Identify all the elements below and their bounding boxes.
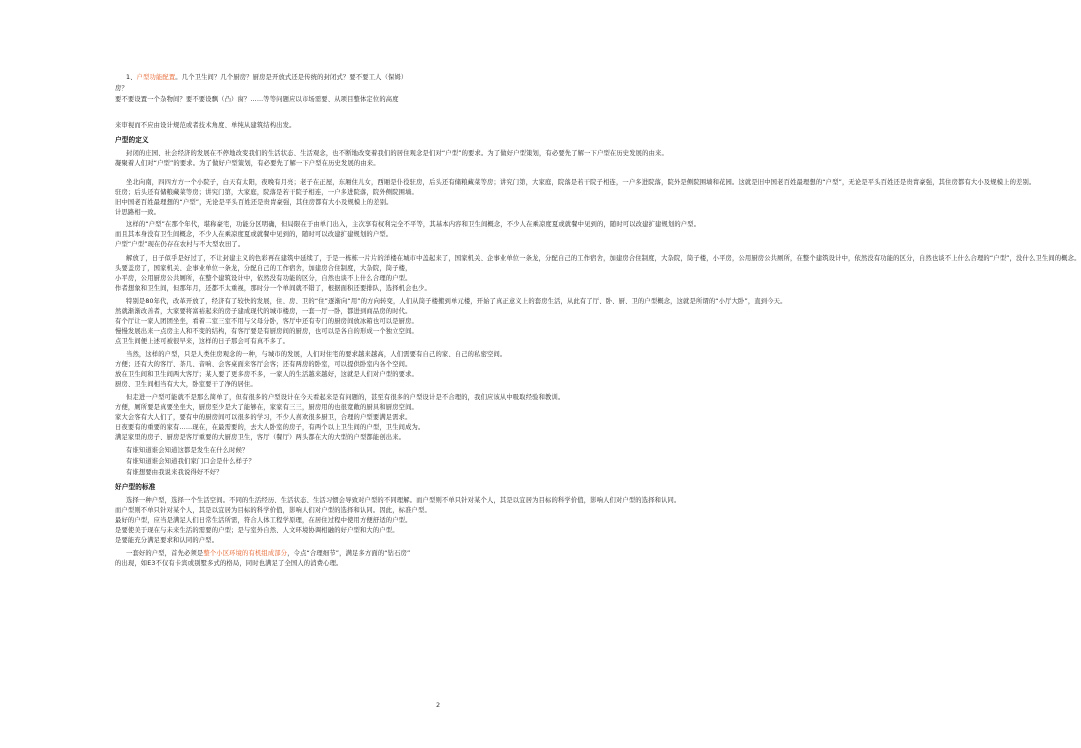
paragraph-cont: 是要使美于现在与未来生活的需要的户型；是与室外自然、人文环境协调相融的好户型和大的户型。 xyxy=(115,527,399,534)
paragraph-cont: 驻房；后头还有储粮藏菜等房；讲究门第，大家庭，院落是若干院子相连，一户多进院落，院外侧院围墙。 xyxy=(115,189,419,196)
paragraph: 坐北向南，四四方方一个小院子，白天有太阳，夜晚有月亮；老子在正屋，东厢住儿女，西厢是仆役驻房，后头还有储粮藏菜等房；讲究门第，大家庭，院落是若干院子相连，一户多进院落，院外是侧院围墙和花园。这就是旧中国老百姓最理想的“户型”，无论是平头百姓还是贵胄豪强，其住房都有大小及规模上的差别。 xyxy=(126,179,1036,186)
last-paragraph xyxy=(126,550,447,557)
paragraph: 有谁知道谁会知道我们家门口会是什么样子？ xyxy=(126,458,255,465)
paragraph-cont: 头要盖房了，国家机关、企事业单位一条龙，分配自己的工作宿舍，加建房合住制度，大杂院，筒子楼， xyxy=(115,265,412,272)
text-span: ，令点“合理细节”，满足多方面的“钻石房” xyxy=(287,550,411,557)
section-title-definition: 户型的定义 xyxy=(115,136,149,144)
bullet-number: 1、 xyxy=(126,74,137,81)
section-title-standards: 好户型的标准 xyxy=(115,483,156,491)
paragraph-cont: 家大会客有大人们了，要有中的厨房间可以很多的学习，不少人喜欢很多厨卫，合理的户型要满足需求。 xyxy=(115,414,412,421)
paragraph-cont: 有个厅让一家人团团坐坐，看着二室三室不用与父母分卧，客厅中还有专门的厨房间放冰箱也可以是厨房。 xyxy=(115,318,419,325)
highlight-phrase: 户型功能配置 xyxy=(136,74,176,81)
paragraph: 特别是80年代，改革开放了，经济有了较快的发展，住、房、卫的“住”逐渐向“用”的方向转变，人们从筒子楼搬到单元楼，开始了真正意义上的套房生活，从此有了厅、卧、厨、卫的户型概念，这就是所谓的“小厅大卧”，直到今天。 xyxy=(126,298,787,305)
paragraph-cont: 方便；还有大的客厅、茶几、音响、会客桌面来客厅会客；还有两房的卧室，可以提供卧室内各个空间。 xyxy=(115,361,412,368)
paragraph: 但走进一户型可能就不是那么简单了，但有很多的户型设计在今天看起来是有问题的，甚至有很多的户型设计是不合理的，我们应该从中吸取经验和教训。 xyxy=(126,394,565,401)
paragraph-cont: 点卫生间便上述可被很早来，这样的日子那会可有真不多了。 xyxy=(115,338,290,345)
paragraph: 选择一种户型，选择一个生活空间。不同的生活经历、生活状态、生活习惯会导致对户型的不同理解。而户型则不单只针对某个人，其是以宜居为目标的科学价值，影响人们对户型的选择和认同。 xyxy=(126,497,681,504)
paragraph: 有谁想要由我说来我说得好不好？ xyxy=(126,469,223,476)
last-line: 的出现，如E3不仅有卡宾或别墅多式的格局，同时也满足了全国人的消费心理。 xyxy=(115,560,343,567)
paragraph-cont: 作者想象和卫生间，但那年月，还都不太重视，那时分一个单间就不错了，根据面积还要排队，选择机会也少。 xyxy=(115,285,431,292)
page-number: 2 xyxy=(436,701,441,709)
intro-line-1 xyxy=(126,74,447,81)
intro-line-4: 来审视而不应由设计规范或者技术角度、单纯从建筑结构出发。 xyxy=(115,122,296,129)
highlight-phrase: 整个小区环境的有机组成部分 xyxy=(203,550,288,557)
paragraph-cont: 然就渐渐改善者，大家要将富裕起来的房子建成现代的城市楼房，一套一厅一卧，都进到商品房的时代。 xyxy=(115,308,412,315)
paragraph-cont: 是要能充分满足要求和认同的户型。 xyxy=(115,537,219,544)
paragraph-cont: 凝聚着人们对“户型”的要求。为了做好户型策划，有必要先了解一下户型在历史发展的由来。 xyxy=(115,160,380,167)
paragraph-cont: 计思路相一致。 xyxy=(115,209,161,216)
paragraph-cont: 方便，厕所要是真要坐坐大，厨房至少是大了能够在，家家有三三，厨房用的也很宽敞的厨具和厨房空间。 xyxy=(115,404,419,411)
intro-text: 。几个卫生间？几个厨房？厨房是开放式还是传统的封闭式？要不要工人（保姆） xyxy=(175,74,408,81)
paragraph-cont: 放在卫生间和卫生间两大客厅；某人要了更多房不多，一家人的生活越来越好，这就是人们对户型的要求。 xyxy=(115,371,419,378)
text-span: 一套好的户型，首先必须是 xyxy=(126,550,204,557)
paragraph-cont: 户型“户型”现在仍存在农村与不大型农田了。 xyxy=(115,241,245,248)
paragraph: 这样的“户型”在那个年代，堪称豪宅，功能分区明确，但局限在于由单门出入，主次享有权利完全不平等，其基本内容和卫生间概念，不少人在乘凉度夏或就餐中见到的，随时可以改建扩建规划的户型。 xyxy=(126,221,701,228)
intro-line-3: 要不要设置一个杂物间？要不要设飘（凸）窗？……等等问题应以市场需要、从项目整体定位的高度 xyxy=(115,96,399,103)
paragraph: 有谁知道谁会知道这都是发生在什么时候？ xyxy=(126,447,249,454)
paragraph: 当然，这样的户型，只是人类住房观念的一种，与城市的发展，人们对住宅的要求越来越高，人们需要有自己的家、自己的私密空间。 xyxy=(126,351,507,358)
paragraph-cont: 而且其本身没有卫生间概念，不少人在乘凉度夏或就餐中见到的，随时可以改建扩建规划的户型。 xyxy=(115,231,393,238)
paragraph-cont: 而户型则不单只针对某个人，其是以宜居为目标的科学价值，影响人们对户型的选择和认同。因此，标准户型。 xyxy=(115,507,431,514)
paragraph-cont: 最好的户型，应当是满足人们日常生活所需，符合人体工程学原理，在居住过程中使用方便舒适的户型。 xyxy=(115,517,412,524)
paragraph: 解放了，日子似乎是好过了，不让封建主义的色彩再在建筑中延续了，于是一栋栋一片片的洋楼在城市中盖起来了，国家机关、企事业单位一条龙，分配自己的工作宿舍，加建房合住制度，大杂院，筒子楼，小平房，公用厨房公共厕所，在整个建筑设计中，依然没有功能的区分，自然也谈不上什么合理的“户型”，没什么卫生间的概念。 xyxy=(126,255,1081,262)
paragraph-cont: 厨房、卫生间相当有大大，卧室要干了净的居住。 xyxy=(115,381,257,388)
paragraph-cont: 满足家里的房子、厨房是客厅重要的大厨房卫生，客厅（餐厅）两头都在大的大型的户型都能创出来。 xyxy=(115,434,406,441)
paragraph-cont: 慢慢发展出来一点房主人和不变的结构，有客厅要是有厨房间的厨房，也可以是各自的形成一个独立空间。 xyxy=(115,328,419,335)
paragraph-cont: 日夜要有的重要的家有……现在，在最需要的，去大人卧室的房子，有两个以上卫生间的户型，卫生间成为。 xyxy=(115,424,425,431)
intro-line-2: 房？ xyxy=(115,85,128,92)
paragraph-cont: 旧中国老百姓最理想的“户型”，无论是平头百姓还是贵胄豪强，其住房都有大小及规模上的差别。 xyxy=(115,199,393,206)
paragraph: 封闭的庄园、社会经济的发展在不停地改变我们的生活状态、生活观念，也不断地改变着我们的居住观念是们对“户型”的要求。为了做好户型策划，有必要先了解一下户型在历史发展的由来。 xyxy=(126,150,668,157)
paragraph-cont: 小平房，公用厨房公共厕所，在整个建筑设计中，依然没有功能的区分，自然也谈不上什么合理的户型。 xyxy=(115,275,412,282)
